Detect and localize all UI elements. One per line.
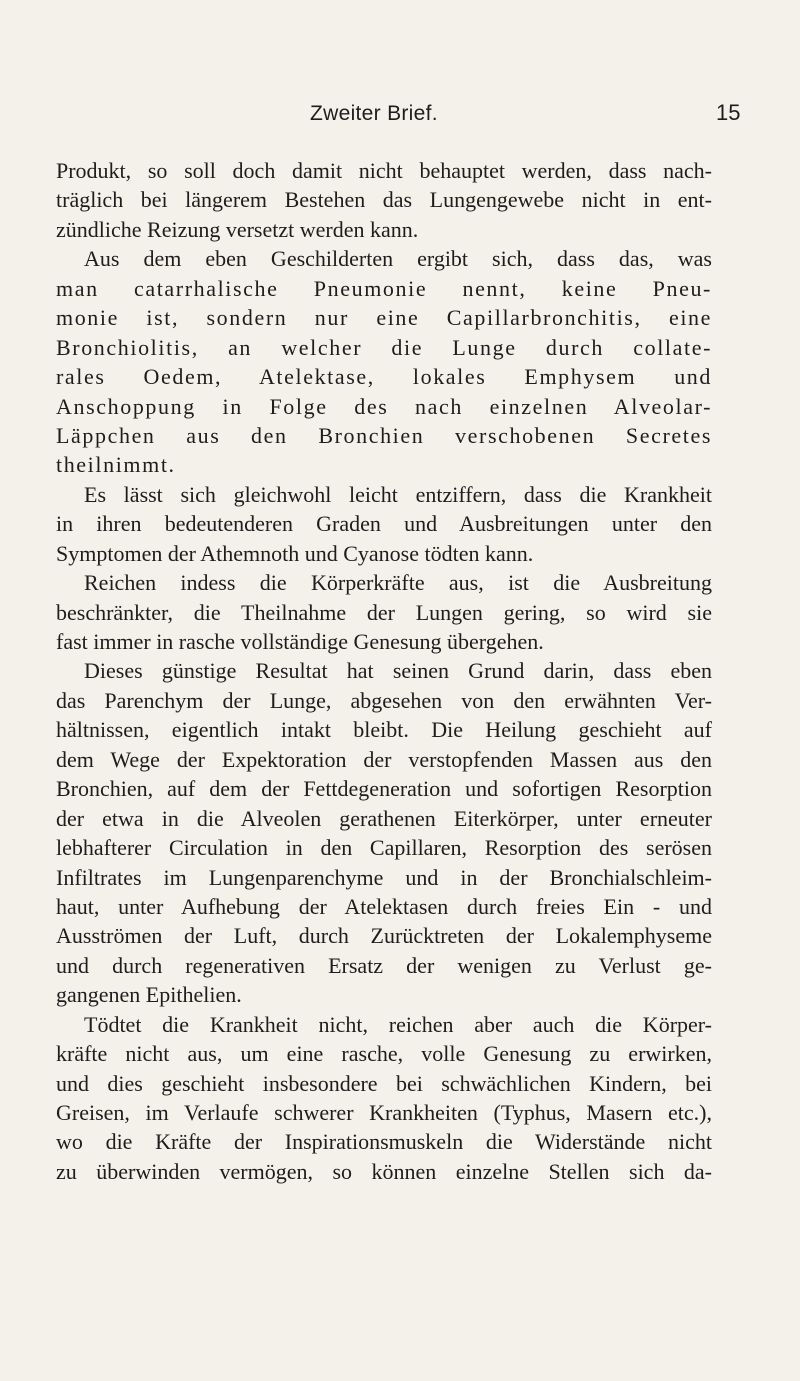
text-line: Bronchien, auf dem der Fettdegeneration und sofortigen Resorption (56, 776, 712, 802)
text-line: träglich bei längerem Bestehen das Lungengewebe nicht in ent- (56, 187, 712, 213)
text-line: gangenen Epithelien. (56, 982, 242, 1008)
text-line: monie ist, sondern nur eine Capillarbronchitis, eine (56, 305, 712, 331)
text-line: das Parenchym der Lunge, abgesehen von den erwähnten Ver- (56, 687, 712, 713)
text-line: Reichen indess die Körperkräfte aus, ist die Ausbreitung (84, 570, 712, 596)
text-line: man catarrhalische Pneumonie nennt, keine Pneu- (56, 275, 712, 301)
text-line: haut, unter Aufhebung der Atelektasen durch freies Ein - und (56, 893, 712, 919)
text-line: in ihren bedeutenderen Graden und Ausbreitungen unter den (56, 511, 712, 537)
text-line: Symptomen der Athemnoth und Cyanose tödten kann. (56, 540, 534, 566)
text-line: Dieses günstige Resultat hat seinen Grund darin, dass eben (84, 658, 712, 684)
page-header (0, 96, 800, 136)
text-line: Es lässt sich gleichwohl leicht entziffern, dass die Krankheit (84, 481, 712, 507)
text-line: Greisen, im Verlaufe schwerer Krankheiten (Typhus, Masern etc.), (56, 1100, 712, 1125)
running-title: Zweiter Brief. (310, 102, 438, 125)
text-line: Läppchen aus den Bronchien verschobenen Secretes (56, 422, 712, 448)
text-line: lebhafterer Circulation in den Capillaren, Resorption des serösen (56, 835, 712, 861)
text-line: rales Oedem, Atelektase, lokales Emphysem und (56, 364, 712, 390)
page-number: 15 (716, 100, 741, 125)
text-line: theilnimmt. (56, 452, 176, 478)
text-line: Bronchiolitis, an welcher die Lunge durch collate- (56, 334, 712, 360)
text-line: Tödtet die Krankheit nicht, reichen aber auch die Körper- (84, 1011, 712, 1037)
text-line: beschränkter, die Theilnahme der Lungen gering, so wird sie (56, 599, 712, 625)
text-line: zu überwinden vermögen, so können einzelne Stellen sich da- (56, 1158, 712, 1184)
text-line: zündliche Reizung versetzt werden kann. (56, 216, 419, 242)
body-text (56, 156, 712, 1186)
text-line: fast immer in rasche vollständige Genesung übergehen. (56, 629, 544, 654)
text-line: und dies geschieht insbesondere bei schwächlichen Kindern, bei (56, 1070, 712, 1096)
text-line: und durch regenerativen Ersatz der wenigen zu Verlust ge- (56, 952, 712, 978)
text-line: kräfte nicht aus, um eine rasche, volle Genesung zu erwirken, (56, 1041, 712, 1067)
text-line: Aus dem eben Geschilderten ergibt sich, dass das, was (84, 246, 712, 272)
text-line: hältnissen, eigentlich intakt bleibt. Die Heilung geschieht auf (56, 717, 712, 743)
text-line: Ausströmen der Luft, durch Zurücktreten der Lokalemphyseme (56, 923, 712, 949)
text-line: dem Wege der Expektoration der verstopfenden Massen aus den (56, 746, 712, 772)
text-line: der etwa in die Alveolen gerathenen Eiterkörper, unter erneuter (56, 805, 712, 831)
text-line: wo die Kräfte der Inspirationsmuskeln die Widerstände nicht (56, 1129, 712, 1155)
text-line: Produkt, so soll doch damit nicht behauptet werden, dass nach- (56, 158, 712, 183)
text-line: Anschoppung in Folge des nach einzelnen Alveolar- (56, 393, 712, 419)
text-line: Infiltrates im Lungenparenchyme und in der Bronchialschleim- (56, 864, 712, 890)
